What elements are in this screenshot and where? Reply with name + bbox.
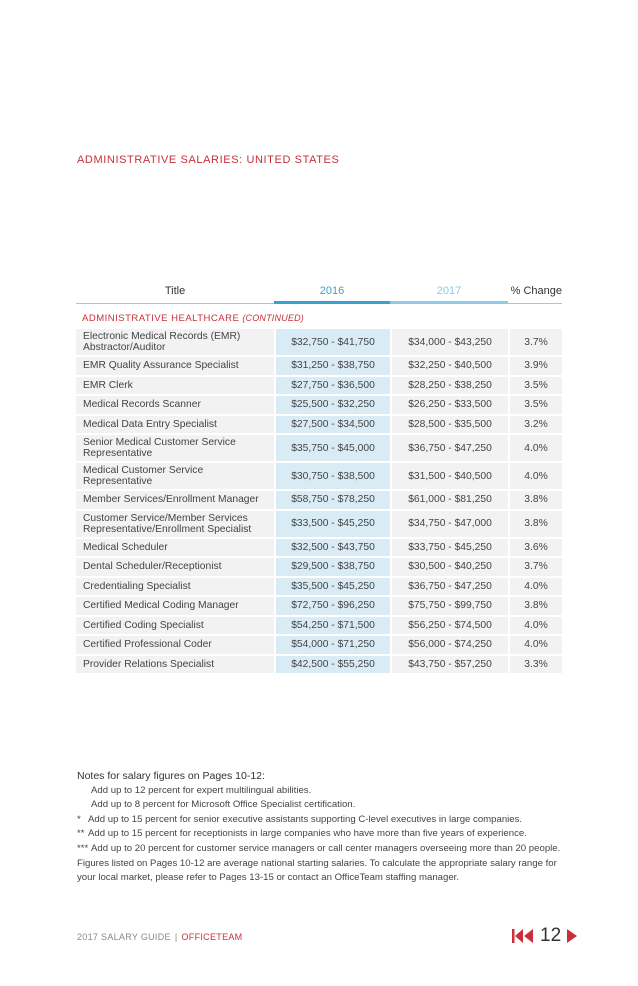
cell-title-text: Medical Records Scanner <box>83 399 201 411</box>
cell-2017 <box>390 539 508 559</box>
cell-2017 <box>390 491 508 511</box>
cell-title <box>76 435 274 463</box>
cell-2016 <box>274 617 390 637</box>
cell-title-text: Medical Scheduler <box>83 541 168 553</box>
note-marker: ** <box>77 828 85 840</box>
cell-2016-text: $25,500 - $32,250 <box>291 399 375 411</box>
cell-title <box>76 636 274 656</box>
cell-change <box>508 578 562 598</box>
cell-title-text: Electronic Medical Records (EMR) Abstractor/Auditor <box>83 331 241 353</box>
cell-title-text: Senior Medical Customer Service Representative <box>83 437 236 459</box>
cell-change <box>508 463 562 491</box>
cell-change-text: 4.0% <box>524 470 548 482</box>
header-underline <box>76 300 562 304</box>
cell-title <box>76 597 274 617</box>
note-marker: * <box>77 813 81 825</box>
cell-2017-text: $28,500 - $35,500 <box>408 418 492 430</box>
cell-2017-text: $75,750 - $99,750 <box>408 600 492 612</box>
cell-2016 <box>274 416 390 436</box>
notes-footer: Figures listed on Pages 10-12 are average national starting salaries. To calculate the appropriate salary range for your local market, please refer to Pages 13-15 or contact an OfficeTeam staffing manager. <box>77 857 557 884</box>
cell-2016 <box>274 558 390 578</box>
cell-title <box>76 539 274 559</box>
cell-2017 <box>390 636 508 656</box>
cell-title-text: Certified Professional Coder <box>83 639 212 651</box>
page-navigation <box>512 925 577 947</box>
section-title: ADMINISTRATIVE SALARIES: UNITED STATES <box>77 154 340 166</box>
table-row <box>76 558 562 578</box>
cell-2017 <box>390 416 508 436</box>
cell-title-text: Medical Data Entry Specialist <box>83 418 217 430</box>
table-body <box>76 329 562 675</box>
cell-change <box>508 329 562 357</box>
table-row <box>76 656 562 676</box>
table-row <box>76 416 562 436</box>
note-line <box>77 813 577 828</box>
next-page-icon[interactable] <box>567 929 577 943</box>
cell-title <box>76 357 274 377</box>
cell-2016-text: $54,250 - $71,500 <box>291 619 375 631</box>
table-row <box>76 396 562 416</box>
salary-table <box>76 282 562 675</box>
cell-title-text: Certified Coding Specialist <box>83 619 204 631</box>
cell-change <box>508 511 562 539</box>
cell-2017 <box>390 558 508 578</box>
cell-change <box>508 435 562 463</box>
cell-title <box>76 329 274 357</box>
cell-title <box>76 656 274 676</box>
cell-2016 <box>274 435 390 463</box>
cell-change-text: 4.0% <box>524 639 548 651</box>
cell-2017 <box>390 617 508 637</box>
cell-title <box>76 377 274 397</box>
cell-2017 <box>390 511 508 539</box>
cell-change-text: 3.8% <box>524 600 548 612</box>
cell-2016-text: $58,750 - $78,250 <box>291 494 375 506</box>
cell-title-text: EMR Clerk <box>83 379 133 391</box>
first-page-icon[interactable] <box>512 929 534 943</box>
cell-change <box>508 636 562 656</box>
table-row <box>76 357 562 377</box>
cell-2017-text: $26,250 - $33,500 <box>408 399 492 411</box>
cell-title <box>76 416 274 436</box>
cell-title-text: Certified Medical Coding Manager <box>83 600 239 612</box>
category-name: ADMINISTRATIVE HEALTHCARE <box>82 312 240 324</box>
cell-2017-text: $32,250 - $40,500 <box>408 360 492 372</box>
cell-title-text: Dental Scheduler/Receptionist <box>83 561 222 573</box>
cell-change-text: 3.7% <box>524 336 548 348</box>
note-line <box>77 842 577 857</box>
cell-title-text: Medical Customer Service Representative <box>83 465 204 487</box>
cell-change-text: 3.9% <box>524 360 548 372</box>
header-2016: 2016 <box>319 285 345 297</box>
table-row <box>76 636 562 656</box>
cell-2017-text: $34,000 - $43,250 <box>408 336 492 348</box>
cell-change <box>508 377 562 397</box>
note-line: Add up to 8 percent for Microsoft Office Specialist certification. <box>91 799 356 811</box>
table-row <box>76 377 562 397</box>
header-title: Title <box>164 285 186 297</box>
cell-title <box>76 558 274 578</box>
cell-change-text: 3.7% <box>524 561 548 573</box>
cell-2016-text: $30,750 - $38,500 <box>291 470 375 482</box>
cell-2016 <box>274 357 390 377</box>
cell-2017 <box>390 329 508 357</box>
cell-title <box>76 463 274 491</box>
notes-heading: Notes for salary figures on Pages 10-12: <box>77 770 265 782</box>
cell-2016 <box>274 377 390 397</box>
cell-2016 <box>274 329 390 357</box>
cell-change <box>508 357 562 377</box>
cell-change-text: 4.0% <box>524 442 548 454</box>
cell-change <box>508 617 562 637</box>
category-heading <box>76 307 562 329</box>
cell-2017-text: $43,750 - $57,250 <box>408 658 492 670</box>
cell-2016 <box>274 656 390 676</box>
cell-2016-text: $32,500 - $43,750 <box>291 541 375 553</box>
cell-2016-text: $32,750 - $41,750 <box>291 336 375 348</box>
cell-2016 <box>274 491 390 511</box>
cell-2016-text: $54,000 - $71,250 <box>291 639 375 651</box>
cell-change <box>508 597 562 617</box>
table-row <box>76 463 562 491</box>
cell-2016 <box>274 578 390 598</box>
cell-2017 <box>390 357 508 377</box>
table-row <box>76 435 562 463</box>
cell-change-text: 3.5% <box>524 399 548 411</box>
table-row <box>76 597 562 617</box>
table-row <box>76 329 562 357</box>
cell-2016-text: $42,500 - $55,250 <box>291 658 375 670</box>
cell-2017 <box>390 435 508 463</box>
note-text: Add up to 15 percent for senior executive assistants supporting C-level executives in large companies. <box>88 813 523 825</box>
cell-change <box>508 539 562 559</box>
cell-2016 <box>274 539 390 559</box>
cell-2017-text: $56,250 - $74,500 <box>408 619 492 631</box>
cell-change-text: 4.0% <box>524 580 548 592</box>
cell-change-text: 3.8% <box>524 518 548 529</box>
cell-2016-text: $72,750 - $96,250 <box>291 600 375 612</box>
cell-2017-text: $36,750 - $47,250 <box>408 442 492 454</box>
footer-left <box>77 932 242 942</box>
cell-2017 <box>390 656 508 676</box>
note-line: Add up to 12 percent for expert multilingual abilities. <box>91 784 312 796</box>
cell-title <box>76 617 274 637</box>
table-row <box>76 491 562 511</box>
category-note: (CONTINUED) <box>242 313 305 323</box>
cell-title <box>76 491 274 511</box>
cell-2016 <box>274 511 390 539</box>
cell-title <box>76 578 274 598</box>
cell-title-text: Member Services/Enrollment Manager <box>83 494 259 506</box>
cell-change-text: 4.0% <box>524 619 548 631</box>
cell-2017 <box>390 578 508 598</box>
cell-2016-text: $35,500 - $45,250 <box>291 580 375 592</box>
cell-2016-text: $27,750 - $36,500 <box>291 379 375 391</box>
cell-change-text: 3.3% <box>524 658 548 670</box>
cell-change <box>508 396 562 416</box>
cell-2017-text: $61,000 - $81,250 <box>408 494 492 506</box>
cell-change <box>508 416 562 436</box>
cell-2017 <box>390 396 508 416</box>
cell-2016 <box>274 636 390 656</box>
cell-2017 <box>390 463 508 491</box>
cell-2016-text: $27,500 - $34,500 <box>291 418 375 430</box>
cell-2017-text: $28,250 - $38,250 <box>408 379 492 391</box>
cell-2017 <box>390 377 508 397</box>
table-row <box>76 578 562 598</box>
cell-change-text: 3.2% <box>524 418 548 430</box>
table-row <box>76 617 562 637</box>
cell-change-text: 3.5% <box>524 379 548 391</box>
header-change: % Change <box>510 285 562 297</box>
table-row <box>76 539 562 559</box>
cell-2016 <box>274 597 390 617</box>
cell-change <box>508 656 562 676</box>
note-text: Add up to 20 percent for customer service managers or call center managers overseeing more than 20 people. <box>91 842 561 854</box>
cell-2017 <box>390 597 508 617</box>
cell-2016-text: $33,500 - $45,250 <box>291 518 375 529</box>
footer-separator: | <box>174 932 178 942</box>
cell-title-text: Provider Relations Specialist <box>83 658 215 670</box>
note-line <box>77 827 577 842</box>
cell-2016 <box>274 463 390 491</box>
notes-section <box>77 769 577 886</box>
cell-2017-text: $36,750 - $47,250 <box>408 580 492 592</box>
header-2017: 2017 <box>436 285 462 297</box>
cell-2016 <box>274 396 390 416</box>
cell-2016-text: $29,500 - $38,750 <box>291 561 375 573</box>
table-header <box>76 282 562 300</box>
guide-label: 2017 SALARY GUIDE <box>77 932 171 942</box>
cell-change-text: 3.6% <box>524 541 548 553</box>
cell-2017-text: $34,750 - $47,000 <box>408 518 492 529</box>
cell-2017-text: $56,000 - $74,250 <box>408 639 492 651</box>
cell-2016-text: $35,750 - $45,000 <box>291 442 375 454</box>
cell-change <box>508 558 562 578</box>
cell-title-text: Customer Service/Member Services Representative/Enrollment Specialist <box>83 512 252 535</box>
cell-change-text: 3.8% <box>524 494 548 506</box>
cell-change <box>508 491 562 511</box>
cell-2016-text: $31,250 - $38,750 <box>291 360 375 372</box>
cell-title-text: Credentialing Specialist <box>83 580 191 592</box>
page-number: 12 <box>540 925 562 946</box>
cell-2017-text: $31,500 - $40,500 <box>408 470 492 482</box>
cell-2017-text: $33,750 - $45,250 <box>408 541 492 553</box>
note-text: Add up to 15 percent for receptionists in large companies who have more than five years of experience. <box>88 828 527 840</box>
note-marker: *** <box>77 842 89 854</box>
cell-title <box>76 396 274 416</box>
cell-title-text: EMR Quality Assurance Specialist <box>83 360 239 372</box>
brand-label: OFFICETEAM <box>181 932 243 942</box>
cell-2017-text: $30,500 - $40,250 <box>408 561 492 573</box>
table-row <box>76 511 562 539</box>
cell-title <box>76 511 274 539</box>
